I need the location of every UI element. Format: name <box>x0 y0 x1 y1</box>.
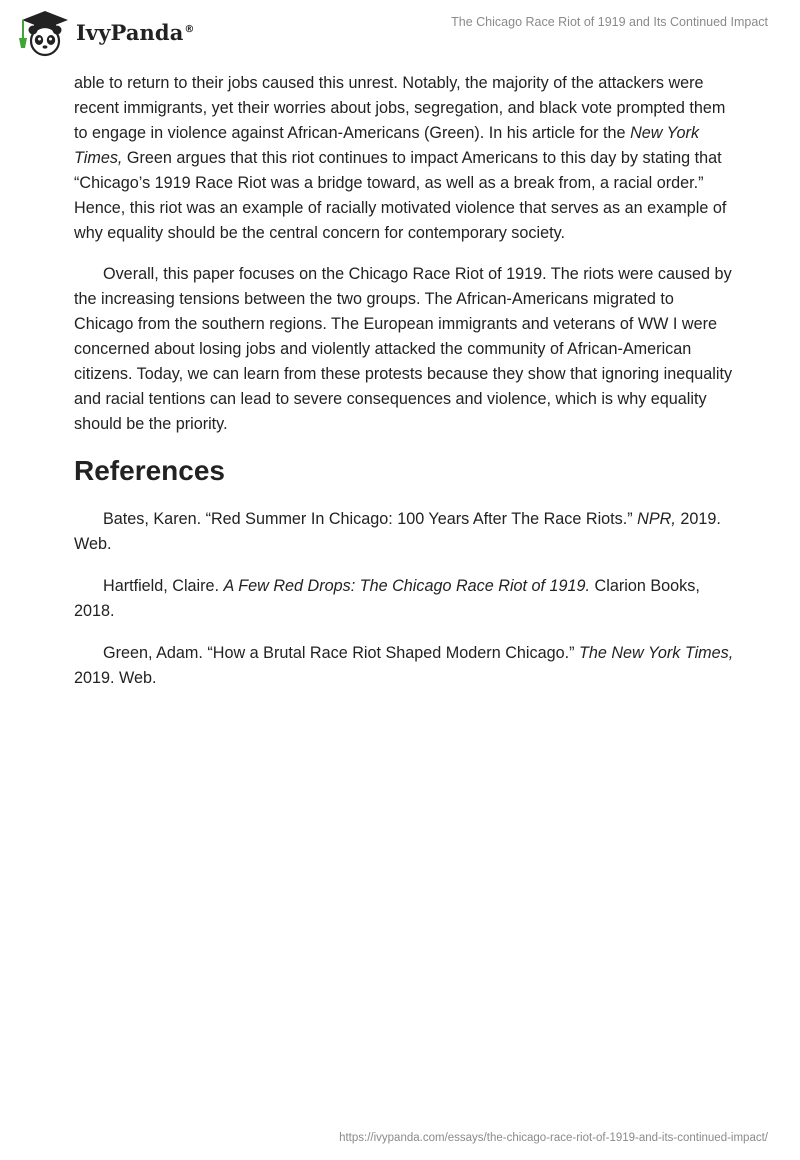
paragraph-1-text-c: Green argues that this riot continues to impact Americans to this day by stating that “Chicago’s 1919 Race Riot was a bridge toward, as well as a break from, a racial order.” Hence, this riot was an example of racially motivated violence that serves as an example of why equality should be the central concern for contemporary society. <box>74 149 727 242</box>
reference-item <box>74 574 734 624</box>
logo-text: IvyPanda <box>76 19 184 45</box>
reference-text: Bates, Karen. “Red Summer In Chicago: 100 Years After The Race Riots.” <box>103 510 638 528</box>
references-heading: References <box>74 455 225 486</box>
reference-item <box>74 507 734 557</box>
registered-mark: ® <box>184 23 195 35</box>
reference-text-end: 2019. Web. <box>74 510 721 553</box>
paragraph-2: Overall, this paper focuses on the Chicago Race Riot of 1919. The riots were caused by the increasing tensions between the two groups. The African-Americans migrated to Chicago from the southern regions. The European immigrants and veterans of WW I were concerned about losing jobs and violently attacked the community of African-American citizens. Today, we can learn from these protests because they show that ignoring inequality and racial tentions can lead to severe consequences and violence, which is why equality should be the priority. <box>74 265 733 433</box>
reference-text: Hartfield, Claire. <box>103 577 224 595</box>
page-header <box>0 0 800 70</box>
paragraph-1-text-a: able to return to their jobs caused this unrest. Notably, the majority of the attackers were recent immigrants, yet their worries about jobs, segregation, and black vote prompted them to engage in violence against African-Americans (Green). In his article for the <box>74 74 726 142</box>
reference-italic: The New York Times, <box>578 644 734 662</box>
paragraph-1-italic: New York Times, <box>74 124 700 167</box>
reference-italic: NPR, <box>637 510 676 528</box>
document-title: The Chicago Race Riot of 1919 and Its Continued Impact <box>451 15 768 29</box>
source-url-link[interactable]: https://ivypanda.com/essays/the-chicago-race-riot-of-1919-and-its-continued-impact/ <box>339 1132 768 1144</box>
reference-text-end: 2019. Web. <box>74 669 157 687</box>
logo-wordmark <box>76 20 195 45</box>
paragraph-1 <box>74 71 734 246</box>
essay-content <box>74 71 734 708</box>
panda-graduate-logo-icon <box>14 8 72 58</box>
ivypanda-logo[interactable] <box>14 8 195 58</box>
reference-text-end: Clarion Books, 2018. <box>74 577 700 620</box>
reference-text: Green, Adam. “How a Brutal Race Riot Shaped Modern Chicago.” <box>103 644 579 662</box>
reference-italic: A Few Red Drops: The Chicago Race Riot of 1919. <box>223 577 591 595</box>
reference-item <box>74 641 734 691</box>
